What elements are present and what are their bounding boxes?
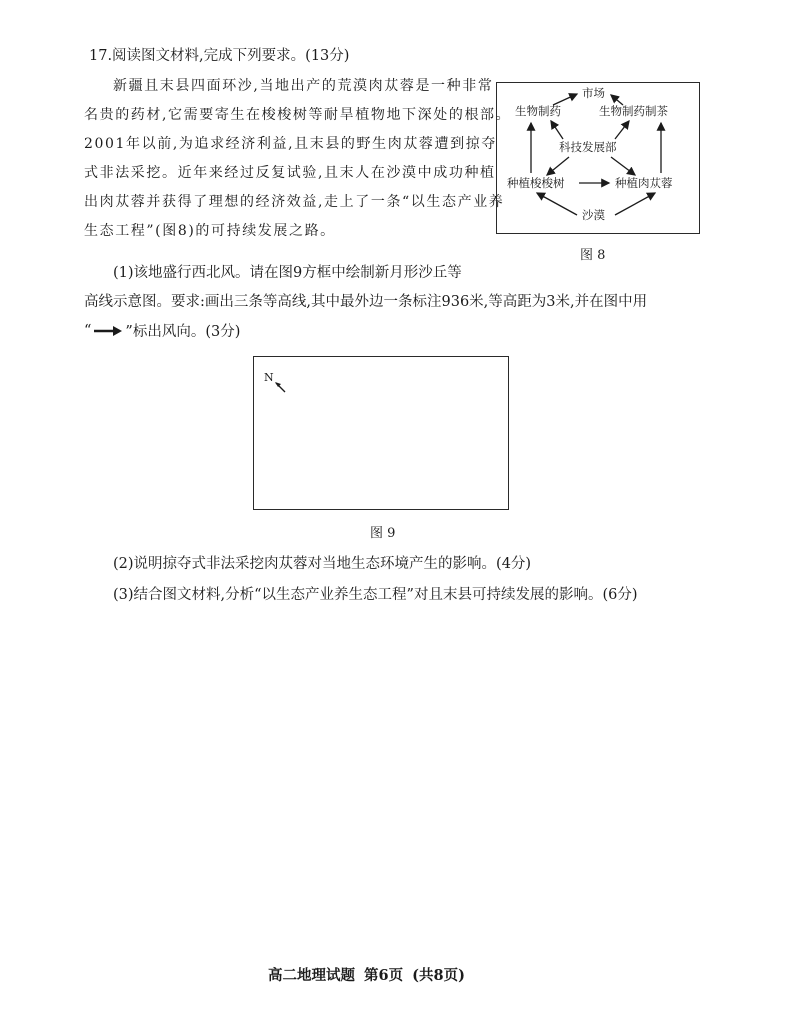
node-plant-saxaul: 种植梭梭树	[507, 176, 565, 190]
question1-line3-text: ”标出风向。(3分)	[125, 324, 241, 340]
question1-line3	[84, 320, 240, 341]
material-paragraph	[84, 72, 512, 246]
wind-arrow-icon	[93, 324, 123, 338]
question-title: 17.阅读图文材料,完成下列要求。(13分)	[89, 48, 350, 64]
node-tech-dept: 科技发展部	[559, 140, 617, 154]
paragraph-line: 新疆且末县四面环沙,当地出产的荒漠肉苁蓉是一种非常	[113, 78, 494, 94]
arrow-tech-to-cistanche	[611, 157, 635, 175]
arrow-tech-to-biopharma	[551, 121, 563, 139]
question3: (3)结合图文材料,分析“以生态产业养生态工程”对且末县可持续发展的影响。(6分)	[113, 587, 638, 603]
node-plant-cistanche: 种植肉苁蓉	[615, 176, 673, 190]
node-bio-pharma-tea: 生物制药制茶	[599, 104, 668, 118]
north-label: N	[264, 371, 274, 384]
figure9-answer-box[interactable]	[253, 356, 509, 510]
figure8-caption: 图 8	[580, 248, 606, 263]
arrow-tech-to-saxaul	[547, 157, 569, 175]
node-bio-pharma: 生物制药	[515, 104, 561, 118]
figure9-svg	[254, 357, 508, 509]
node-market: 市场	[582, 86, 605, 100]
question1-line2: 高线示意图。要求:画出三条等高线,其中最外边一条标注936米,等高距为3米,并在图中用	[84, 294, 648, 310]
page-footer: 高二地理试题 第6页 (共8页)	[268, 967, 465, 984]
arrow-biopharma-to-market	[553, 94, 577, 105]
figure8-svg	[497, 83, 699, 233]
node-desert: 沙漠	[582, 208, 605, 222]
paragraph-line: 名贵的药材,它需要寄生在梭梭树等耐旱植物地下深处的根部。	[84, 107, 512, 123]
paragraph-line: 出肉苁蓉并获得了理想的经济效益,走上了一条“以生态产业养	[84, 194, 505, 210]
arrow-desert-to-cistanche	[615, 193, 655, 215]
arrow-tech-to-biotea	[615, 121, 629, 139]
figure9-caption: 图 9	[370, 526, 396, 541]
quote-open: “	[84, 322, 92, 339]
arrow-desert-to-saxaul	[537, 193, 577, 215]
paragraph-line: 生态工程”(图8)的可持续发展之路。	[84, 223, 336, 239]
question2: (2)说明掠夺式非法采挖肉苁蓉对当地生态环境产生的影响。(4分)	[113, 556, 532, 572]
figure8-diagram	[496, 82, 700, 234]
paragraph-line: 2001年以前,为追求经济利益,且末县的野生肉苁蓉遭到掠夺	[84, 136, 497, 152]
paragraph-line: 式非法采挖。近年来经过反复试验,且末人在沙漠中成功种植	[84, 165, 496, 181]
question1-line1: (1)该地盛行西北风。请在图9方框中绘制新月形沙丘等	[113, 265, 462, 281]
